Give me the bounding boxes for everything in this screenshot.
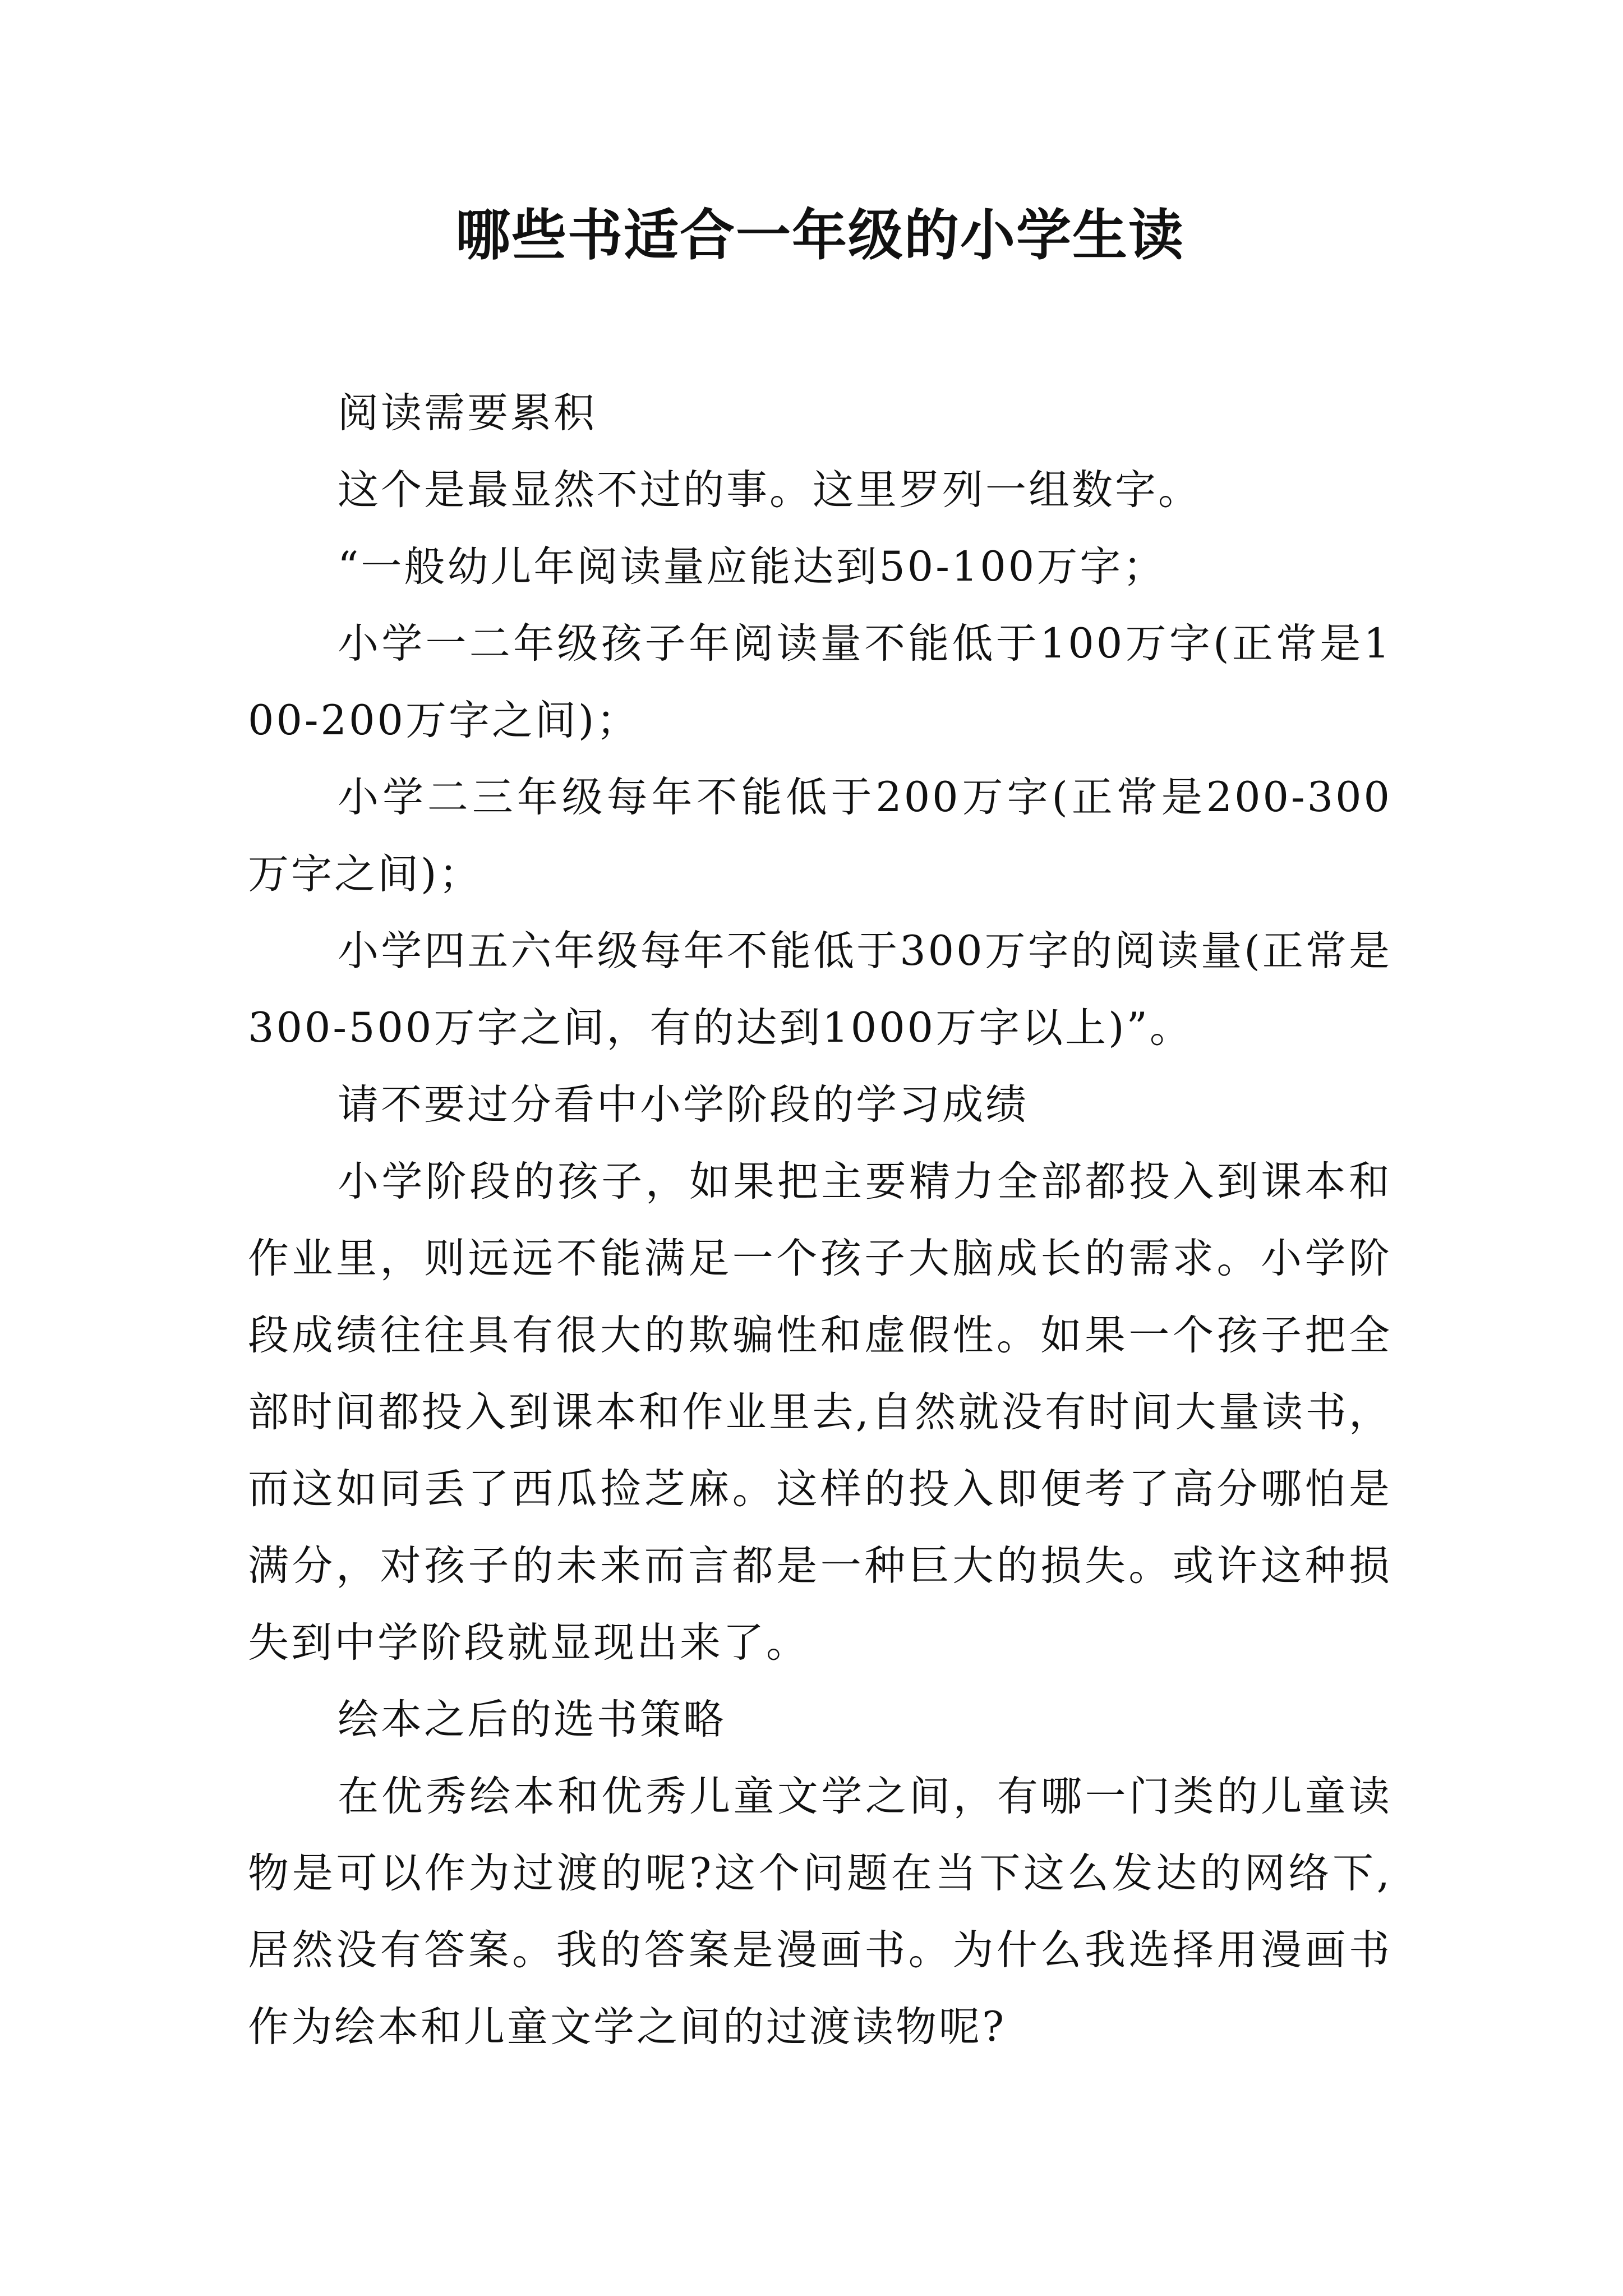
paragraph: 小学四五六年级每年不能低于300万字的阅读量(正常是300-500万字之间，有的达到1000万字以上)”。 — [248, 927, 1392, 1052]
paragraph: 这个是最显然不过的事。这里罗列一组数字。 — [338, 466, 1201, 514]
section-heading-reading-accumulation: 阅读需要累积 — [338, 389, 597, 437]
section-heading-book-selection: 绘本之后的选书策略 — [338, 1696, 726, 1743]
paragraph: “一般幼儿年阅读量应能达到50-100万字； — [338, 543, 1166, 591]
paragraph: 在优秀绘本和优秀儿童文学之间，有哪一门类的儿童读物是可以作为过渡的呢?这个问题在当下这么发达的网络下,居然没有答案。我的答案是漫画书。为什么我选择用漫画书作为绘本和儿童文学之间的过渡读物呢? — [248, 1773, 1392, 2051]
document-page — [248, 0, 1392, 2296]
paragraph: 小学一二年级孩子年阅读量不能低于100万字(正常是100-200万字之间)； — [248, 620, 1392, 744]
document-body — [248, 375, 1392, 2065]
paragraph: 小学阶段的孩子，如果把主要精力全部都投入到课本和作业里，则远远不能满足一个孩子大脑成长的需求。小学阶段成绩往往具有很大的欺骗性和虚假性。如果一个孩子把全部时间都投入到课本和作业里去,自然就没有时间大量读书，而这如同丢了西瓜捡芝麻。这样的投入即便考了高分哪怕是满分，对孩子的未来而言都是一种巨大的损失。或许这种损失到中学阶段就显现出来了。 — [248, 1158, 1392, 1667]
paragraph: 小学二三年级每年不能低于200万字(正常是200-300万字之间)； — [248, 774, 1392, 898]
section-heading-school-grades: 请不要过分看中小学阶段的学习成绩 — [338, 1081, 1029, 1129]
document-title: 哪些书适合一年级的小学生读 — [455, 204, 1184, 268]
